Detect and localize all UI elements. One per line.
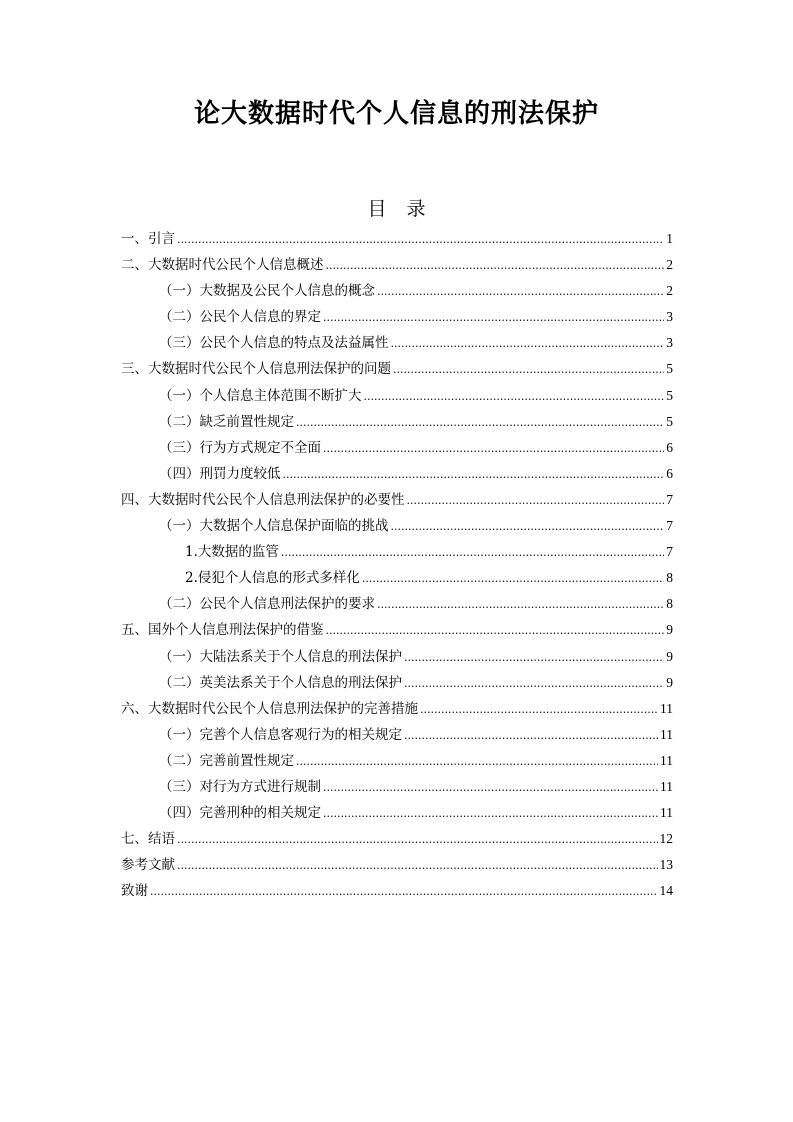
toc-entry-page-number: 1 xyxy=(666,231,673,246)
toc-entry-number: （三） xyxy=(159,439,200,456)
toc-heading-char-2: 录 xyxy=(406,198,426,220)
toc-entry-label: 致谢 xyxy=(121,883,148,900)
toc-entry[interactable] xyxy=(121,435,673,461)
toc-leader-dots xyxy=(323,801,658,827)
toc-entry[interactable] xyxy=(121,878,673,904)
toc-entry-label: 大数据时代公民个人信息刑法保护的完善措施 xyxy=(148,700,418,717)
toc-entry[interactable] xyxy=(121,826,673,852)
toc-entry-label: 国外个人信息刑法保护的借鉴 xyxy=(148,622,324,639)
toc-entry-page-number: 9 xyxy=(666,648,673,664)
toc-leader-dots xyxy=(404,645,664,671)
toc-entry-label: 大数据时代公民个人信息概述 xyxy=(148,257,324,274)
toc-leader-dots xyxy=(377,592,664,618)
toc-entry[interactable] xyxy=(121,252,673,278)
toc-entry-number: （二） xyxy=(159,413,200,430)
toc-entry[interactable] xyxy=(121,409,673,435)
toc-entry[interactable] xyxy=(121,461,673,487)
toc-entry-label: 侵犯个人信息的形式多样化 xyxy=(197,570,360,587)
toc-leader-dots xyxy=(296,410,664,436)
toc-entry[interactable] xyxy=(121,539,673,565)
toc-entry-page-number: 11 xyxy=(660,805,673,821)
toc-entry[interactable] xyxy=(121,722,673,748)
toc-leader-dots xyxy=(362,566,664,592)
toc-entry-number: （一） xyxy=(159,648,200,665)
toc-entry-number: （四） xyxy=(159,805,200,822)
toc-entry-number: 三、 xyxy=(121,361,148,378)
toc-leader-dots xyxy=(323,436,664,462)
toc-entry-page-number: 7 xyxy=(666,518,673,534)
toc-leader-dots xyxy=(377,279,664,305)
toc-entry-label: 完善刑种的相关规定 xyxy=(199,805,321,822)
toc-entry-page-number: 8 xyxy=(666,570,673,586)
table-of-contents xyxy=(121,226,673,904)
toc-entry-number: （一） xyxy=(159,387,200,404)
toc-leader-dots xyxy=(364,384,665,410)
toc-leader-dots xyxy=(323,775,658,801)
toc-entry-number: （二） xyxy=(159,752,200,769)
toc-entry-number: （二） xyxy=(159,596,200,613)
toc-leader-dots xyxy=(323,305,664,331)
toc-entry-label: 结语 xyxy=(148,831,175,848)
toc-entry-number: （一） xyxy=(159,518,200,535)
toc-entry-page-number: 11 xyxy=(660,726,673,742)
toc-entry-page-number: 5 xyxy=(666,361,673,377)
toc-entry-label: 引言 xyxy=(148,231,175,247)
toc-leader-dots xyxy=(150,879,658,905)
toc-entry[interactable] xyxy=(121,774,673,800)
toc-entry-label: 大数据时代公民个人信息刑法保护的必要性 xyxy=(148,491,405,508)
toc-entry-page-number: 3 xyxy=(666,335,673,351)
toc-entry-page-number: 11 xyxy=(660,778,673,794)
toc-entry[interactable] xyxy=(121,565,673,591)
toc-heading-char-1: 目 xyxy=(367,198,387,220)
toc-entry-label: 大数据时代公民个人信息刑法保护的问题 xyxy=(148,361,391,378)
toc-entry-page-number: 11 xyxy=(660,752,673,768)
toc-entry-number: 1. xyxy=(185,544,198,561)
toc-leader-dots xyxy=(296,749,658,775)
toc-entry[interactable] xyxy=(121,278,673,304)
toc-entry-label: 英美法系关于个人信息的刑法保护 xyxy=(199,674,402,691)
toc-entry-label: 大数据及公民个人信息的概念 xyxy=(199,283,375,300)
toc-leader-dots xyxy=(326,253,665,279)
toc-entry-page-number: 8 xyxy=(666,596,673,612)
toc-entry-page-number: 5 xyxy=(666,413,673,429)
toc-entry-page-number: 9 xyxy=(666,622,673,638)
toc-leader-dots xyxy=(391,514,665,540)
toc-entry[interactable] xyxy=(121,487,673,513)
toc-entry-label: 刑罚力度较低 xyxy=(199,465,281,482)
toc-entry-page-number: 14 xyxy=(659,883,673,899)
toc-entry-number: 二、 xyxy=(121,257,148,274)
toc-entry[interactable] xyxy=(121,800,673,826)
toc-entry-number: （二） xyxy=(159,674,200,691)
toc-entry-label: 完善前置性规定 xyxy=(199,752,294,769)
toc-entry-page-number: 7 xyxy=(666,491,673,507)
toc-entry-label: 大数据的监管 xyxy=(197,544,279,561)
toc-entry-number: 一、 xyxy=(121,231,148,247)
toc-leader-dots xyxy=(326,618,665,644)
toc-entry-page-number: 2 xyxy=(666,283,673,299)
toc-entry-label: 参考文献 xyxy=(121,857,175,874)
toc-heading xyxy=(0,194,793,224)
toc-entry-label: 行为方式规定不全面 xyxy=(199,439,321,456)
toc-leader-dots xyxy=(420,697,658,723)
toc-entry-number: （一） xyxy=(159,283,200,300)
toc-leader-dots xyxy=(177,227,664,253)
toc-entry[interactable] xyxy=(121,852,673,878)
toc-entry[interactable] xyxy=(121,748,673,774)
toc-leader-dots xyxy=(177,827,658,853)
toc-entry-page-number: 11 xyxy=(660,700,673,716)
toc-entry-page-number: 5 xyxy=(666,387,673,403)
toc-entry-label: 个人信息主体范围不断扩大 xyxy=(199,387,362,404)
toc-entry-number: （二） xyxy=(159,309,200,326)
toc-leader-dots xyxy=(281,540,664,566)
toc-entry[interactable] xyxy=(121,304,673,330)
toc-entry-page-number: 2 xyxy=(666,257,673,273)
toc-leader-dots xyxy=(283,462,665,488)
toc-entry-number: （三） xyxy=(159,778,200,795)
toc-entry-number: （三） xyxy=(159,335,200,352)
toc-entry-label: 大陆法系关于个人信息的刑法保护 xyxy=(199,648,402,665)
toc-entry-label: 完善个人信息客观行为的相关规定 xyxy=(199,726,402,743)
toc-entry[interactable] xyxy=(121,330,673,356)
toc-leader-dots xyxy=(393,357,664,383)
toc-entry-page-number: 6 xyxy=(666,465,673,481)
toc-leader-dots xyxy=(391,331,665,357)
toc-entry[interactable] xyxy=(121,696,673,722)
toc-leader-dots xyxy=(404,723,658,749)
toc-entry[interactable] xyxy=(121,513,673,539)
toc-entry-label: 对行为方式进行规制 xyxy=(199,778,321,795)
toc-entry-number: （一） xyxy=(159,726,200,743)
toc-entry[interactable] xyxy=(121,617,673,643)
toc-entry[interactable] xyxy=(121,670,673,696)
toc-entry-label: 公民个人信息刑法保护的要求 xyxy=(199,596,375,613)
toc-entry-number: 五、 xyxy=(121,622,148,639)
toc-entry-number: 六、 xyxy=(121,700,148,717)
toc-entry-number: 2. xyxy=(185,570,198,587)
toc-entry-page-number: 9 xyxy=(666,674,673,690)
document-title: 论大数据时代个人信息的刑法保护 xyxy=(193,99,599,129)
toc-entry-page-number: 6 xyxy=(666,439,673,455)
toc-leader-dots xyxy=(404,671,664,697)
toc-entry-number: （四） xyxy=(159,465,200,482)
toc-entry-page-number: 13 xyxy=(659,857,673,873)
toc-entry[interactable] xyxy=(121,644,673,670)
toc-entry[interactable] xyxy=(121,226,673,252)
toc-leader-dots xyxy=(407,488,665,514)
toc-entry-label: 公民个人信息的特点及法益属性 xyxy=(199,335,389,352)
toc-leader-dots xyxy=(177,853,658,879)
toc-entry-label: 公民个人信息的界定 xyxy=(199,309,321,326)
toc-entry-label: 大数据个人信息保护面临的挑战 xyxy=(199,518,389,535)
toc-entry-label: 缺乏前置性规定 xyxy=(199,413,294,430)
toc-entry[interactable] xyxy=(121,356,673,382)
toc-entry-number: 四、 xyxy=(121,491,148,508)
toc-entry[interactable] xyxy=(121,383,673,409)
toc-entry-page-number: 3 xyxy=(666,309,673,325)
toc-entry-page-number: 7 xyxy=(666,544,673,560)
toc-entry[interactable] xyxy=(121,591,673,617)
toc-entry-number: 七、 xyxy=(121,831,148,848)
toc-entry-page-number: 12 xyxy=(659,831,673,847)
